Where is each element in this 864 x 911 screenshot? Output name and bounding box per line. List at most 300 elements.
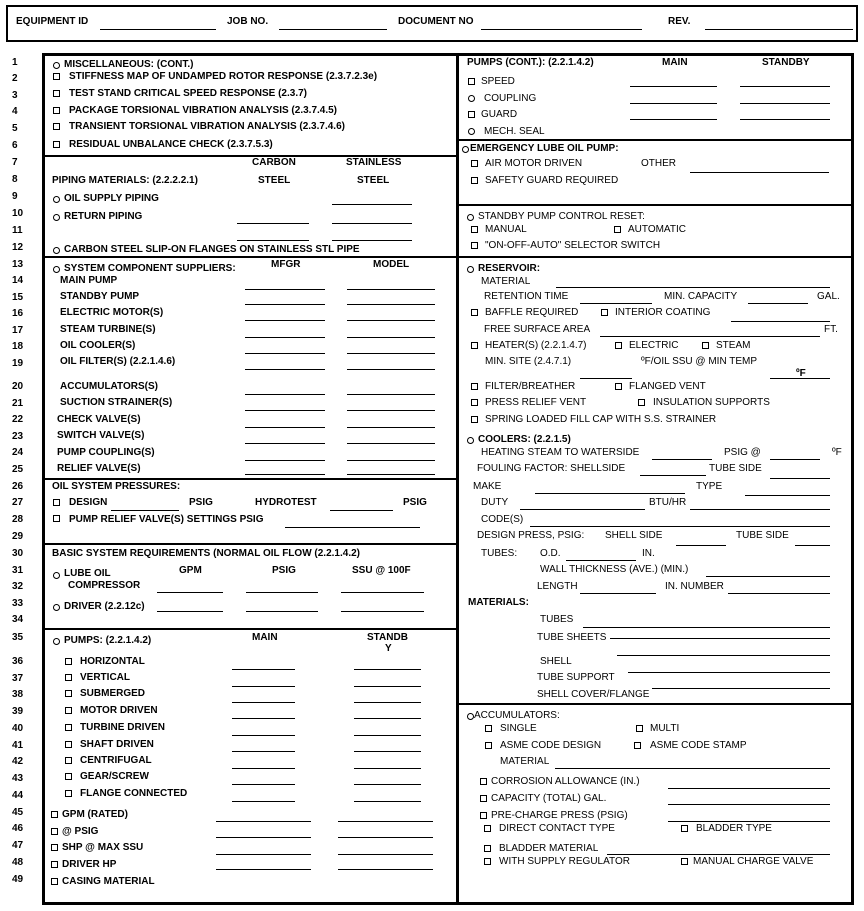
hydrotest-label: HYDROTEST: [255, 497, 317, 508]
line-number: 6: [12, 140, 18, 151]
checkbox[interactable]: [484, 845, 491, 852]
line-number: 46: [12, 823, 24, 834]
supplier-item: MAIN PUMP: [60, 275, 118, 286]
field-line[interactable]: [668, 821, 830, 822]
field-line[interactable]: [770, 478, 830, 479]
checkbox[interactable]: [471, 399, 478, 406]
checkbox[interactable]: [65, 674, 72, 681]
radio[interactable]: [468, 95, 475, 102]
field-line[interactable]: [795, 545, 830, 546]
field-line[interactable]: [216, 837, 311, 838]
checkbox[interactable]: [615, 383, 622, 390]
wall-thickness-label: WALL THICKNESS (AVE.) (MIN.): [540, 564, 689, 575]
radio[interactable]: [467, 713, 474, 720]
misc-radio[interactable]: [53, 62, 60, 69]
steam-label: STEAM: [716, 340, 751, 351]
checkbox[interactable]: [65, 741, 72, 748]
field-line[interactable]: [668, 788, 830, 789]
field-line[interactable]: [354, 801, 421, 802]
in-number-label: IN. NUMBER: [665, 581, 724, 592]
checkbox[interactable]: [636, 725, 643, 732]
field-line[interactable]: [232, 669, 295, 670]
field-line[interactable]: [354, 718, 421, 719]
field-line[interactable]: [232, 751, 295, 752]
radio[interactable]: [53, 266, 60, 273]
checkbox[interactable]: [53, 107, 60, 114]
flanged-vent-label: FLANGED VENT: [629, 381, 706, 392]
checkbox[interactable]: [53, 499, 60, 506]
checkbox[interactable]: [485, 725, 492, 732]
field-line[interactable]: [246, 592, 318, 593]
supplier-item: ELECTRIC MOTOR(S): [60, 307, 164, 318]
radio[interactable]: [467, 214, 474, 221]
field-line[interactable]: [740, 86, 830, 87]
coupling-label: COUPLING: [484, 93, 537, 104]
btu-label: BTU/HR: [649, 497, 687, 508]
field-line[interactable]: [216, 869, 311, 870]
speed-label: SPEED: [481, 76, 515, 87]
field-line[interactable]: [520, 509, 645, 510]
coating-label: INTERIOR COATING: [615, 307, 711, 318]
field-line[interactable]: [530, 526, 830, 527]
job-no-label: JOB NO.: [227, 16, 269, 27]
checkbox[interactable]: [614, 226, 621, 233]
field-line[interactable]: [347, 474, 435, 475]
field-line[interactable]: [617, 655, 830, 656]
tube-side-label: TUBE SIDE: [709, 463, 762, 474]
field-line[interactable]: [245, 353, 325, 354]
basic-title: BASIC SYSTEM REQUIREMENTS (NORMAL OIL FLOW (2.2.1.4.2): [52, 548, 360, 559]
line-number: 22: [12, 414, 24, 425]
field-line[interactable]: [245, 304, 325, 305]
field-line[interactable]: [347, 394, 435, 395]
bladder-type-label: BLADDER TYPE: [696, 823, 772, 834]
checkbox[interactable]: [468, 78, 475, 85]
field-line[interactable]: [216, 854, 311, 855]
gpm-header: GPM: [179, 565, 202, 576]
field-line[interactable]: [157, 592, 223, 593]
checkbox[interactable]: [471, 226, 478, 233]
tube-side-label: TUBE SIDE: [736, 530, 789, 541]
field-line[interactable]: [690, 172, 829, 173]
checkbox[interactable]: [471, 342, 478, 349]
line-number: 11: [12, 225, 23, 236]
model-header: MODEL: [373, 259, 410, 270]
checkbox[interactable]: [51, 828, 58, 835]
checkbox[interactable]: [51, 861, 58, 868]
bladder-material-label: BLADDER MATERIAL: [499, 843, 599, 854]
field-line[interactable]: [237, 223, 309, 224]
radio[interactable]: [53, 247, 60, 254]
free-surface-label: FREE SURFACE AREA: [484, 324, 591, 335]
material-item: SHELL: [540, 656, 572, 667]
asme-design-label: ASME CODE DESIGN: [500, 740, 602, 751]
line-number: 40: [12, 723, 24, 734]
field-line[interactable]: [111, 510, 179, 511]
checkbox[interactable]: [471, 383, 478, 390]
field-line[interactable]: [628, 672, 830, 673]
field-line[interactable]: [607, 854, 830, 855]
field-line[interactable]: [341, 611, 424, 612]
field-line[interactable]: [347, 289, 435, 290]
field-line[interactable]: [676, 545, 726, 546]
type-label: TYPE: [696, 481, 723, 492]
field-line[interactable]: [245, 427, 325, 428]
material-item: TUBES: [540, 614, 574, 625]
mfgr-header: MFGR: [271, 259, 301, 270]
checkbox[interactable]: [484, 858, 491, 865]
line-number: 4: [12, 106, 18, 117]
f-label: ºF: [832, 447, 842, 458]
multi-label: MULTI: [650, 723, 680, 734]
equipment-id-label: EQUIPMENT ID: [16, 16, 89, 27]
divider: [42, 628, 458, 630]
field-line[interactable]: [640, 475, 706, 476]
field-line[interactable]: [740, 103, 830, 104]
field-line[interactable]: [354, 751, 421, 752]
field-line[interactable]: [332, 240, 412, 241]
line-number: 29: [12, 531, 24, 542]
radio[interactable]: [53, 638, 60, 645]
field-line[interactable]: [535, 493, 685, 494]
field-line[interactable]: [245, 410, 325, 411]
checkbox[interactable]: [480, 778, 487, 785]
field-line[interactable]: [232, 801, 295, 802]
field-line[interactable]: [246, 611, 318, 612]
psig-label: PSIG: [189, 497, 213, 508]
supply-regulator-label: WITH SUPPLY REGULATOR: [499, 856, 630, 867]
field-line[interactable]: [347, 369, 435, 370]
field-line[interactable]: [245, 320, 325, 321]
line-number: 47: [12, 840, 24, 851]
field-line[interactable]: [232, 718, 295, 719]
checkbox[interactable]: [468, 111, 475, 118]
line-number: 17: [12, 325, 24, 336]
materials-title: MATERIALS:: [468, 597, 529, 608]
supplier-item: CHECK VALVE(S): [57, 414, 141, 425]
line-number: 41: [12, 740, 24, 751]
field-line[interactable]: [354, 784, 421, 785]
field-line[interactable]: [338, 854, 433, 855]
checkbox[interactable]: [702, 342, 709, 349]
line-number: 12: [12, 242, 24, 253]
field-line[interactable]: [232, 686, 295, 687]
document-no-field[interactable]: [481, 29, 642, 30]
asme-stamp-label: ASME CODE STAMP: [650, 740, 747, 751]
supplier-item: STEAM TURBINE(S): [60, 324, 156, 335]
divider: [456, 139, 854, 141]
field-line[interactable]: [706, 576, 830, 577]
length-label: LENGTH: [537, 581, 578, 592]
field-line[interactable]: [580, 593, 656, 594]
checkbox[interactable]: [471, 416, 478, 423]
checkbox[interactable]: [480, 795, 487, 802]
main-header: MAIN: [252, 632, 278, 643]
checkbox[interactable]: [471, 242, 478, 249]
flanges-label: CARBON STEEL SLIP-ON FLANGES ON STAINLESS STL PIPE: [64, 244, 360, 255]
field-line[interactable]: [245, 337, 325, 338]
line-number: 45: [12, 807, 24, 818]
document-no-label: DOCUMENT NO: [398, 16, 474, 27]
other-label: OTHER: [641, 158, 676, 169]
line-number: 44: [12, 790, 24, 801]
field-line[interactable]: [610, 638, 830, 639]
line-number: 38: [12, 689, 24, 700]
supplier-item: OIL FILTER(S) (2.2.1.4.6): [60, 356, 176, 367]
main-header: MAIN: [662, 57, 688, 68]
line-number: 32: [12, 581, 24, 592]
radio[interactable]: [467, 437, 474, 444]
field-line[interactable]: [347, 337, 435, 338]
heaters-label: HEATER(S) (2.2.1.4.7): [485, 340, 587, 351]
line-number: 25: [12, 464, 24, 475]
misc-item: RESIDUAL UNBALANCE CHECK (2.3.7.5.3): [69, 139, 273, 150]
field-line[interactable]: [216, 821, 311, 822]
design-label: DESIGN: [69, 497, 108, 508]
field-line[interactable]: [347, 410, 435, 411]
heating-label: HEATING STEAM TO WATERSIDE: [481, 447, 640, 458]
line-number: 18: [12, 341, 24, 352]
manual-charge-label: MANUAL CHARGE VALVE: [693, 856, 814, 867]
checkbox[interactable]: [484, 825, 491, 832]
line-number: 37: [12, 673, 24, 684]
carbon-label: CARBON: [252, 157, 296, 168]
misc-item: PACKAGE TORSIONAL VIBRATION ANALYSIS (2.3.7.4.5): [69, 105, 338, 116]
field-line[interactable]: [332, 204, 412, 205]
pump-item: GEAR/SCREW: [80, 771, 149, 782]
field-line[interactable]: [740, 119, 830, 120]
pump-item: SHAFT DRIVEN: [80, 739, 154, 750]
checkbox[interactable]: [65, 707, 72, 714]
field-line[interactable]: [232, 702, 295, 703]
checkbox[interactable]: [601, 309, 608, 316]
field-line[interactable]: [347, 460, 435, 461]
pump-extra: CASING MATERIAL: [62, 876, 155, 887]
checkbox[interactable]: [51, 844, 58, 851]
divider: [42, 256, 458, 258]
design-press-label: DESIGN PRESS, PSIG:: [477, 530, 585, 541]
equipment-id-field[interactable]: [100, 29, 216, 30]
checkbox[interactable]: [471, 309, 478, 316]
relief-label: PUMP RELIEF VALVE(S) SETTINGS PSIG: [69, 514, 264, 525]
line-number: 49: [12, 874, 24, 885]
pump-item: TURBINE DRIVEN: [80, 722, 166, 733]
divider: [42, 543, 458, 545]
rev-label: REV.: [668, 16, 691, 27]
field-line[interactable]: [330, 510, 393, 511]
f-unit-label: ºF: [796, 368, 806, 379]
field-line[interactable]: [728, 593, 830, 594]
radio[interactable]: [53, 572, 60, 579]
line-number: 20: [12, 381, 24, 392]
checkbox[interactable]: [471, 177, 478, 184]
standby-header-y: Y: [385, 643, 392, 654]
field-line[interactable]: [245, 443, 325, 444]
checkbox[interactable]: [65, 658, 72, 665]
checkbox[interactable]: [53, 123, 60, 130]
codes-label: CODE(S): [481, 514, 524, 525]
air-motor-label: AIR MOTOR DRIVEN: [485, 158, 583, 169]
automatic-label: AUTOMATIC: [628, 224, 686, 235]
ft-label: FT.: [824, 324, 838, 335]
field-line[interactable]: [652, 688, 830, 689]
field-line[interactable]: [770, 459, 820, 460]
line-number: 13: [12, 259, 24, 270]
misc-item: TEST STAND CRITICAL SPEED RESPONSE (2.3.7): [69, 88, 308, 99]
field-line[interactable]: [652, 459, 712, 460]
job-no-field[interactable]: [279, 29, 387, 30]
field-line[interactable]: [245, 369, 325, 370]
field-line[interactable]: [354, 768, 421, 769]
field-line[interactable]: [347, 427, 435, 428]
field-line[interactable]: [354, 735, 421, 736]
psig-header: PSIG: [272, 565, 296, 576]
checkbox[interactable]: [65, 773, 72, 780]
emergency-title: EMERGENCY LUBE OIL PUMP:: [470, 143, 619, 154]
pump-item: VERTICAL: [80, 672, 130, 683]
baffle-label: BAFFLE REQUIRED: [485, 307, 579, 318]
line-number: 5: [12, 123, 18, 134]
field-line[interactable]: [285, 527, 420, 528]
line-number: 36: [12, 656, 24, 667]
field-line[interactable]: [332, 223, 412, 224]
checkbox[interactable]: [65, 724, 72, 731]
field-line[interactable]: [341, 592, 424, 593]
checkbox[interactable]: [51, 811, 58, 818]
field-line[interactable]: [245, 289, 325, 290]
line-number: 42: [12, 756, 24, 767]
field-line[interactable]: [347, 353, 435, 354]
field-line[interactable]: [555, 768, 830, 769]
acc-material-label: MATERIAL: [500, 756, 550, 767]
field-line[interactable]: [745, 495, 830, 496]
reservoir-title: RESERVOIR:: [478, 263, 541, 274]
field-line[interactable]: [580, 303, 652, 304]
misc-item: TRANSIENT TORSIONAL VIBRATION ANALYSIS (2.3.7.4.6): [69, 121, 345, 132]
checkbox[interactable]: [53, 515, 60, 522]
duty-label: DUTY: [481, 497, 509, 508]
field-line[interactable]: [354, 702, 421, 703]
field-line[interactable]: [630, 103, 717, 104]
standby-header: STANDB: [367, 632, 408, 643]
field-line[interactable]: [157, 611, 223, 612]
radio[interactable]: [53, 196, 60, 203]
field-line[interactable]: [232, 784, 295, 785]
pump-extra: DRIVER HP: [62, 859, 117, 870]
od-label: O.D.: [540, 548, 561, 559]
pump-extra: SHP @ MAX SSU: [62, 842, 144, 853]
field-line[interactable]: [630, 119, 717, 120]
misc-title: MISCELLANEOUS: (CONT.): [64, 59, 194, 70]
line-number: 26: [12, 481, 24, 492]
driver-label: DRIVER (2.2.12c): [64, 601, 145, 612]
checkbox[interactable]: [65, 690, 72, 697]
field-line[interactable]: [583, 627, 830, 628]
min-capacity-label: MIN. CAPACITY: [664, 291, 738, 302]
suppliers-title: SYSTEM COMPONENT SUPPLIERS:: [64, 263, 236, 274]
coolers-title: COOLERS: (2.2.1.5): [478, 434, 571, 445]
field-line[interactable]: [347, 443, 435, 444]
capacity-label: CAPACITY (TOTAL) GAL.: [491, 793, 607, 804]
field-line[interactable]: [748, 303, 808, 304]
return-piping-label: RETURN PIPING: [64, 211, 143, 222]
field-line[interactable]: [347, 320, 435, 321]
field-line[interactable]: [600, 336, 820, 337]
checkbox[interactable]: [53, 141, 60, 148]
field-line[interactable]: [245, 394, 325, 395]
rev-field[interactable]: [705, 29, 853, 30]
material-item: TUBE SUPPORT: [537, 672, 615, 683]
checkbox[interactable]: [681, 858, 688, 865]
field-line[interactable]: [338, 821, 433, 822]
field-line[interactable]: [630, 86, 717, 87]
field-line[interactable]: [232, 768, 295, 769]
checkbox[interactable]: [638, 399, 645, 406]
radio[interactable]: [467, 266, 474, 273]
checkbox[interactable]: [53, 90, 60, 97]
line-number: 27: [12, 497, 24, 508]
radio[interactable]: [53, 214, 60, 221]
radio[interactable]: [468, 128, 475, 135]
supplier-item: STANDBY PUMP: [60, 291, 140, 302]
divider: [456, 204, 854, 206]
checkbox[interactable]: [485, 742, 492, 749]
supplier-item: OIL COOLER(S): [60, 340, 136, 351]
gal-label: GAL.: [817, 291, 840, 302]
field-line[interactable]: [354, 669, 421, 670]
checkbox[interactable]: [480, 812, 487, 819]
material-label: MATERIAL: [481, 276, 531, 287]
field-line[interactable]: [338, 837, 433, 838]
field-line[interactable]: [245, 460, 325, 461]
field-line[interactable]: [690, 509, 830, 510]
oil-supply-label: OIL SUPPLY PIPING: [64, 193, 159, 204]
checkbox[interactable]: [471, 160, 478, 167]
checkbox[interactable]: [65, 757, 72, 764]
checkbox[interactable]: [53, 73, 60, 80]
field-line[interactable]: [245, 474, 325, 475]
psig-label: PSIG: [403, 497, 427, 508]
pump-item: CENTRIFUGAL: [80, 755, 152, 766]
field-line[interactable]: [338, 869, 433, 870]
divider: [456, 703, 854, 705]
fouling-label: FOULING FACTOR: SHELLSIDE: [477, 463, 626, 474]
accumulators-title: ACCUMULATORS:: [474, 710, 560, 721]
field-line[interactable]: [566, 560, 636, 561]
field-line[interactable]: [232, 735, 295, 736]
oil-pressures-title: OIL SYSTEM PRESSURES:: [52, 481, 181, 492]
checkbox[interactable]: [51, 878, 58, 885]
checkbox[interactable]: [634, 742, 641, 749]
checkbox[interactable]: [615, 342, 622, 349]
field-line[interactable]: [668, 804, 830, 805]
field-line[interactable]: [347, 304, 435, 305]
pump-item: FLANGE CONNECTED: [80, 788, 188, 799]
field-line[interactable]: [237, 240, 309, 241]
checkbox[interactable]: [681, 825, 688, 832]
steel-label: STEEL: [258, 175, 291, 186]
field-line[interactable]: [731, 321, 830, 322]
checkbox[interactable]: [65, 790, 72, 797]
field-line[interactable]: [354, 686, 421, 687]
line-number: 21: [12, 398, 24, 409]
supplier-item: SUCTION STRAINER(S): [60, 397, 173, 408]
radio[interactable]: [462, 146, 469, 153]
radio[interactable]: [53, 604, 60, 611]
field-line[interactable]: [556, 287, 830, 288]
line-number: 8: [12, 174, 18, 185]
field-line[interactable]: [580, 378, 632, 379]
